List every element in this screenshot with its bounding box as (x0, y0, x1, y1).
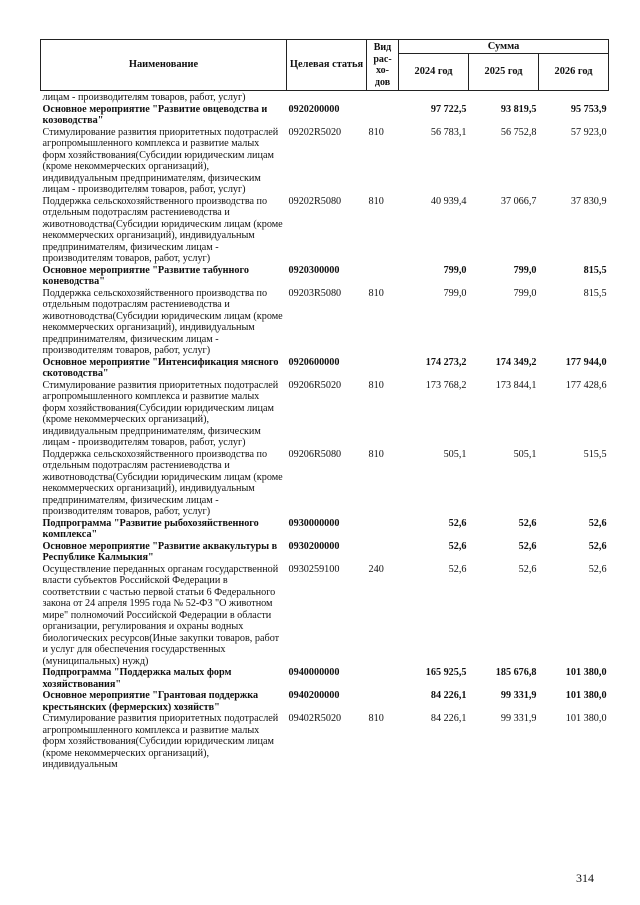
row-code: 09203R5080 (288, 287, 342, 299)
header-name: Наименование (41, 40, 287, 91)
row-2025: 52,6 (518, 517, 537, 529)
row-vid: 240 (368, 563, 384, 575)
table-row (41, 104, 609, 127)
row-2024: 799,0 (443, 264, 467, 276)
row-vid (367, 667, 399, 690)
row-2025: 185 676,8 (495, 667, 537, 678)
row-2026: 515,5 (583, 448, 607, 460)
row-2026: 815,5 (583, 264, 607, 276)
row-2025: 37 066,7 (500, 195, 537, 207)
row-2024: 56 783,1 (430, 126, 467, 138)
row-2026: 95 753,9 (570, 103, 607, 115)
row-2026: 815,5 (583, 287, 607, 299)
row-2025: 799,0 (513, 287, 537, 299)
table-row (41, 265, 609, 288)
row-2025: 173 844,1 (495, 379, 537, 391)
row-name: лицам - производителям товаров, работ, услуг) (42, 92, 246, 103)
row-name: Поддержка сельскохозяйственного производства по отдельным подотраслям растениеводства и животноводства(Субсидии юридическим лицам (кроме некоммерческих организаций), индивидуальным предпринимателям, физическим лицам - производителям товаров, работ, услуг) (42, 448, 283, 517)
row-2024: 40 939,4 (430, 195, 467, 207)
header-vid: Вид рас-хо-дов (367, 40, 399, 91)
row-2026: 37 830,9 (570, 195, 607, 207)
row-2026: 57 923,0 (570, 126, 607, 138)
row-code: 0930200000 (288, 540, 340, 552)
row-vid: 810 (368, 195, 384, 207)
table-row (41, 288, 609, 357)
row-vid (367, 357, 399, 380)
row-code: 0920200000 (288, 103, 340, 115)
row-vid (367, 265, 399, 288)
row-name: Стимулирование развития приоритетных подотраслей агропромышленного комплекса и развитие малых форм хозяйствования(Субсидии юридическим лицам (кроме некоммерческих организаций), индивидуальным предпринимателям, физическим лицам - производителям товаров, работ, услуг) (42, 379, 279, 448)
row-2024: 165 925,5 (425, 667, 467, 678)
row-name: Основное мероприятие "Развитие овцеводства и козоводства" (42, 103, 268, 126)
row-code: 0930000000 (288, 517, 340, 529)
row-code: 09206R5020 (288, 379, 342, 391)
row-vid (367, 690, 399, 713)
row-vid (367, 541, 399, 564)
row-2024 (399, 91, 469, 104)
row-2025: 93 819,5 (500, 103, 537, 115)
row-name: Подпрограмма "Развитие рыбохозяйственного комплекса" (42, 517, 259, 540)
row-name: Стимулирование развития приоритетных подотраслей агропромышленного комплекса и развитие малых форм хозяйствования(Субсидии юридическим лицам (кроме некоммерческих организаций), индивидуальным (42, 713, 279, 770)
row-2024: 505,1 (443, 448, 467, 460)
row-2026: 52,6 (588, 517, 607, 529)
table-header (41, 40, 609, 91)
row-2025: 56 752,8 (500, 126, 537, 138)
header-year-2024: 2024 год (399, 54, 469, 91)
page-number: 314 (576, 871, 594, 885)
row-2024: 174 273,2 (425, 356, 467, 368)
table-row (41, 357, 609, 380)
row-2026: 177 944,0 (565, 356, 607, 368)
row-2025: 799,0 (513, 264, 537, 276)
row-name: Основное мероприятие "Развитие аквакультуры в Республике Калмыкия" (42, 540, 278, 563)
table-row (41, 449, 609, 518)
header-sum: Сумма (399, 40, 609, 54)
row-2026: 52,6 (588, 540, 607, 552)
table-row (41, 713, 609, 771)
row-2026: 52,6 (588, 563, 607, 575)
row-vid (367, 91, 399, 104)
row-2025: 52,6 (518, 540, 537, 552)
row-2025: 52,6 (518, 563, 537, 575)
row-code: 0920300000 (288, 264, 340, 276)
table-row (41, 196, 609, 265)
table-row (41, 127, 609, 196)
table-row (41, 541, 609, 564)
row-2026 (539, 91, 609, 104)
row-name: Стимулирование развития приоритетных подотраслей агропромышленного комплекса и развитие малых форм хозяйствования(Субсидии юридическим лицам (кроме некоммерческих организаций), индивидуальным предпринимателям, физическим лицам - производителям товаров, работ, услуг) (42, 126, 279, 195)
row-vid: 810 (368, 448, 384, 460)
row-code: 0920600000 (288, 356, 340, 368)
row-2024: 52,6 (448, 540, 467, 552)
row-2024: 799,0 (443, 287, 467, 299)
row-vid: 810 (368, 287, 384, 299)
row-vid: 810 (368, 126, 384, 138)
row-vid (367, 104, 399, 127)
row-vid (367, 518, 399, 541)
row-name: Поддержка сельскохозяйственного производства по отдельным подотраслям растениеводства и животноводства(Субсидии юридическим лицам (кроме некоммерческих организаций), индивидуальным предпринимателям, физическим лицам - производителям товаров, работ, услуг) (42, 195, 283, 264)
row-name: Основное мероприятие "Интенсификация мясного скотоводства" (42, 356, 279, 379)
row-name: Поддержка сельскохозяйственного производства по отдельным подотраслям растениеводства и животноводства(Субсидии юридическим лицам (кроме некоммерческих организаций), индивидуальным предпринимателям, физическим лицам - производителям товаров, работ, услуг) (42, 287, 283, 356)
row-2024: 52,6 (448, 563, 467, 575)
table-row (41, 564, 609, 668)
row-code: 0940200000 (288, 690, 340, 701)
row-name: Основное мероприятие "Развитие табунного коневодства" (42, 264, 249, 287)
row-code: 0930259100 (288, 563, 340, 575)
table-row (41, 690, 609, 713)
row-name: Основное мероприятие "Грантовая поддержка крестьянских (фермерских) хозяйств" (42, 690, 259, 713)
row-2025: 505,1 (513, 448, 537, 460)
table-row (41, 667, 609, 690)
row-2024: 52,6 (448, 517, 467, 529)
row-2024: 84 226,1 (430, 690, 467, 701)
row-2026: 177 428,6 (565, 379, 607, 391)
row-2026: 101 380,0 (565, 690, 607, 701)
row-code: 0940000000 (288, 667, 340, 678)
row-name: Подпрограмма "Поддержка малых форм хозяйствования" (42, 667, 232, 690)
row-2025: 99 331,9 (500, 713, 537, 724)
table-row (41, 91, 609, 104)
row-2025 (469, 91, 539, 104)
row-code: 09206R5080 (288, 448, 342, 460)
row-2024: 173 768,2 (425, 379, 467, 391)
row-2026: 101 380,0 (565, 713, 607, 724)
row-name: Осуществление переданных органам государственной власти субъектов Российской Федерации в соответствии с частью первой статьи 6 Федерального закона от 24 апреля 1995 года № 52-ФЗ "О животном мире" полномочий Российской Федерации в области организации, регулирования и охраны водных биологических ресурсов(Иные закупки товаров, работ и услуг для обеспечения государственных (муниципальных) нужд) (42, 563, 280, 667)
budget-table (40, 39, 609, 771)
header-year-2025: 2025 год (469, 54, 539, 91)
row-2024: 97 722,5 (430, 103, 467, 115)
table-row (41, 518, 609, 541)
header-year-2026: 2026 год (539, 54, 609, 91)
row-2025: 174 349,2 (495, 356, 537, 368)
row-vid: 810 (368, 379, 384, 391)
row-code: 09202R5020 (288, 126, 342, 138)
row-2026: 101 380,0 (565, 667, 607, 678)
row-code: 09402R5020 (288, 713, 342, 724)
row-code (287, 91, 367, 104)
row-2024: 84 226,1 (430, 713, 467, 724)
row-2025: 99 331,9 (500, 690, 537, 701)
row-vid: 810 (368, 713, 384, 724)
row-code: 09202R5080 (288, 195, 342, 207)
header-target: Целевая статья (287, 40, 367, 91)
table-row (41, 380, 609, 449)
